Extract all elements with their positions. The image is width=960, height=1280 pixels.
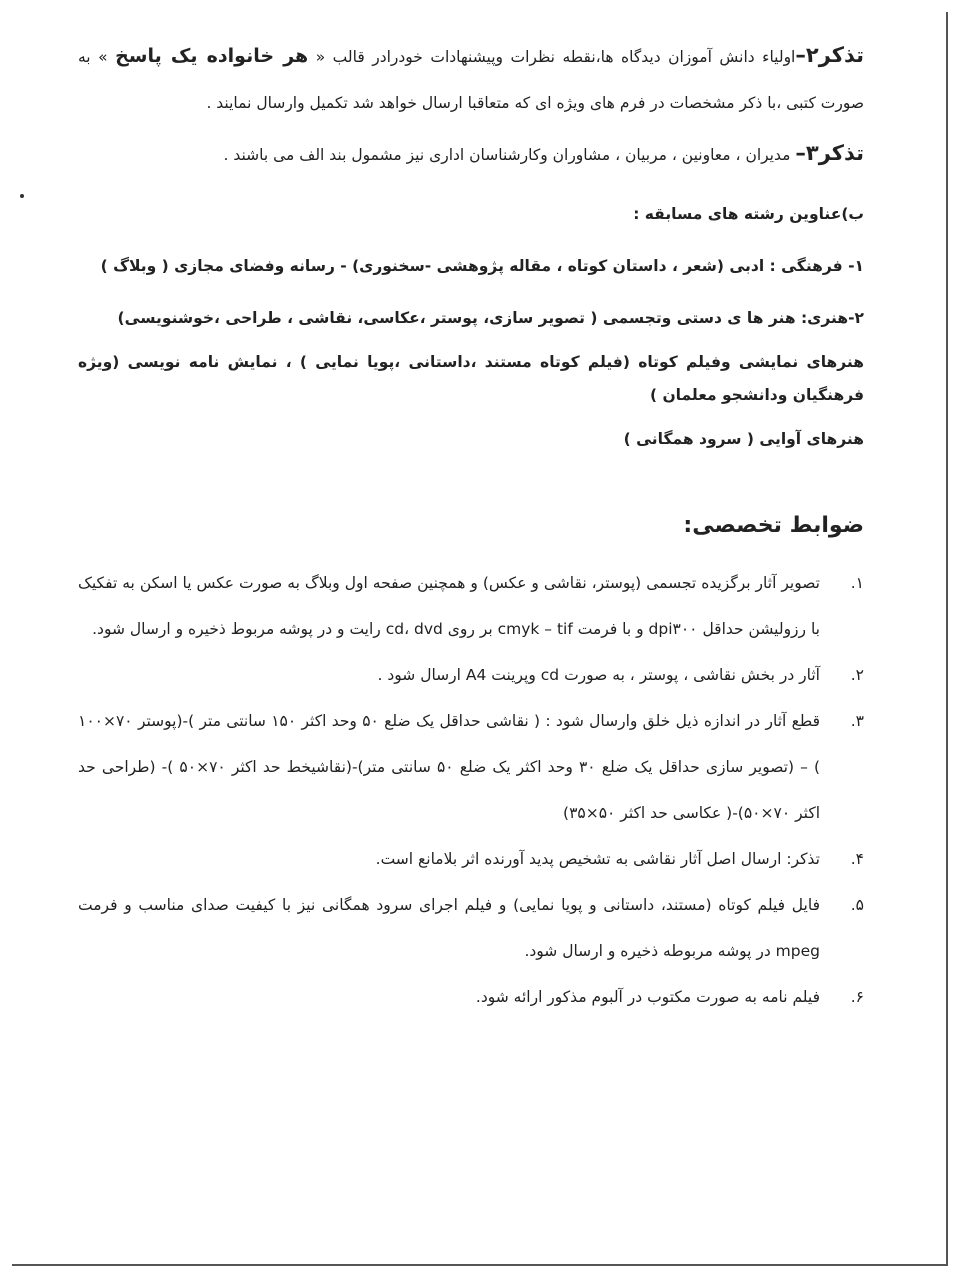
section-b-item-performing-arts: هنرهای نمایشی وفیلم کوتاه (فیلم کوتاه مستند ،داستانی ،پویا نمایی ) ، نمایش نامه نویسی (ویژه فرهنگیان ودانشجو معلمان ) [78,353,864,404]
criteria-item-number: ۶. [850,988,864,1006]
criteria-item-text: فیلم نامه به صورت مکتوب در آلبوم مذکور ارائه شود. [475,988,820,1006]
criteria-item [78,652,864,698]
criteria-item-text: تذکر: ارسال اصل آثار نقاشی به تشخیص پدید آورنده اثر بلامانع است. [375,850,820,868]
section-b-item-cultural: ۱- فرهنگی : ادبی (شعر ، داستان کوتاه ، مقاله پژوهشی -سخنوری) - رسانه وفضای مجازی ( وبلاگ ) [100,257,864,275]
criteria-item [78,974,864,1020]
criteria-item [78,560,864,652]
criteria-item-number: ۵. [850,896,864,914]
page-frame-bottom-border [12,1264,948,1266]
note-2-paragraph [78,32,864,126]
scan-speck [20,194,24,198]
criteria-item [78,698,864,836]
criteria-item-number: ۳. [850,712,864,730]
note-2-bold-phrase: هر خانواده یک پاسخ [115,45,309,67]
criteria-item-number: ۲. [850,666,864,684]
note-2-heading: تذکر۲– [795,43,864,67]
note-2-text-after: » به صورت کتبی ،با ذکر مشخصات در فرم های ویژه ای که متعاقبا ارسال خواهد شد تکمیل وارسال نمایند . [78,48,864,112]
note-3-paragraph [78,130,864,178]
note-3-text: مدیران ، معاونین ، مربیان ، مشاوران وکارشناسان اداری نیز مشمول بند الف می باشند . [223,146,796,164]
criteria-list [78,560,864,1020]
note-2-text-before: اولیاء دانش آموزان دیدگاه ها،نقطه نظرات وپیشنهادات خودرادر قالب « [308,48,796,66]
criteria-item-text: قطع آثار در اندازه ذیل خلق وارسال شود : ( نقاشی حداقل یک ضلع ۵۰ وحد اکثر ۱۵۰ سانتی متر )-(پوستر ۷۰×۱۰۰ ) – (تصویر سازی حداقل یک ضلع ۳۰ وحد اکثر یک ضلع ۵۰ سانتی متر)-(نقاشیخط حد اکثر ۷۰×۵۰ )- (طراحی حد اکثر ۷۰×۵۰)-( عکاسی حد اکثر ۵۰×۳۵) [78,712,820,822]
criteria-item-text: آثار در بخش نقاشی ، پوستر ، به صورت cd وپرینت A4 ارسال شود . [377,666,820,684]
page-frame-right-border [946,12,948,1266]
section-b-item-art: ۲-هنری: هنر ها ی دستی وتجسمی ( تصویر سازی، پوستر ،عکاسی، نقاشی ، طراحی ،خوشنویسی) [117,309,864,327]
document-body [78,32,864,1020]
note-3-heading: تذکر۳– [795,141,864,165]
criteria-item-number: ۴. [850,850,864,868]
section-b-title: ب)عناوین رشته های مسابقه : [633,205,864,223]
criteria-item-text: تصویر آثار برگزیده تجسمی (پوستر، نقاشی و عکس) و همچنین صفحه اول وبلاگ به صورت عکس یا اسکن به تفکیک با رزولیشن حداقل dpi۳۰۰ و با فرمت cmyk – tif بر روی cd، dvd رایت و در پوشه مربوط ذخیره و ارسال شود. [78,574,820,638]
criteria-item [78,836,864,882]
criteria-title: ضوابط تخصصی: [683,513,864,538]
criteria-item-number: ۱. [850,574,864,592]
criteria-item [78,882,864,974]
section-b-item-vocal-arts: هنرهای آوایی ( سرود همگانی ) [623,430,864,448]
criteria-item-text: فایل فیلم کوتاه (مستند، داستانی و پویا نمایی) و فیلم اجرای سرود همگانی نیز با کیفیت صدای مناسب و فرمت mpeg در پوشه مربوطه ذخیره و ارسال شود. [78,896,820,960]
